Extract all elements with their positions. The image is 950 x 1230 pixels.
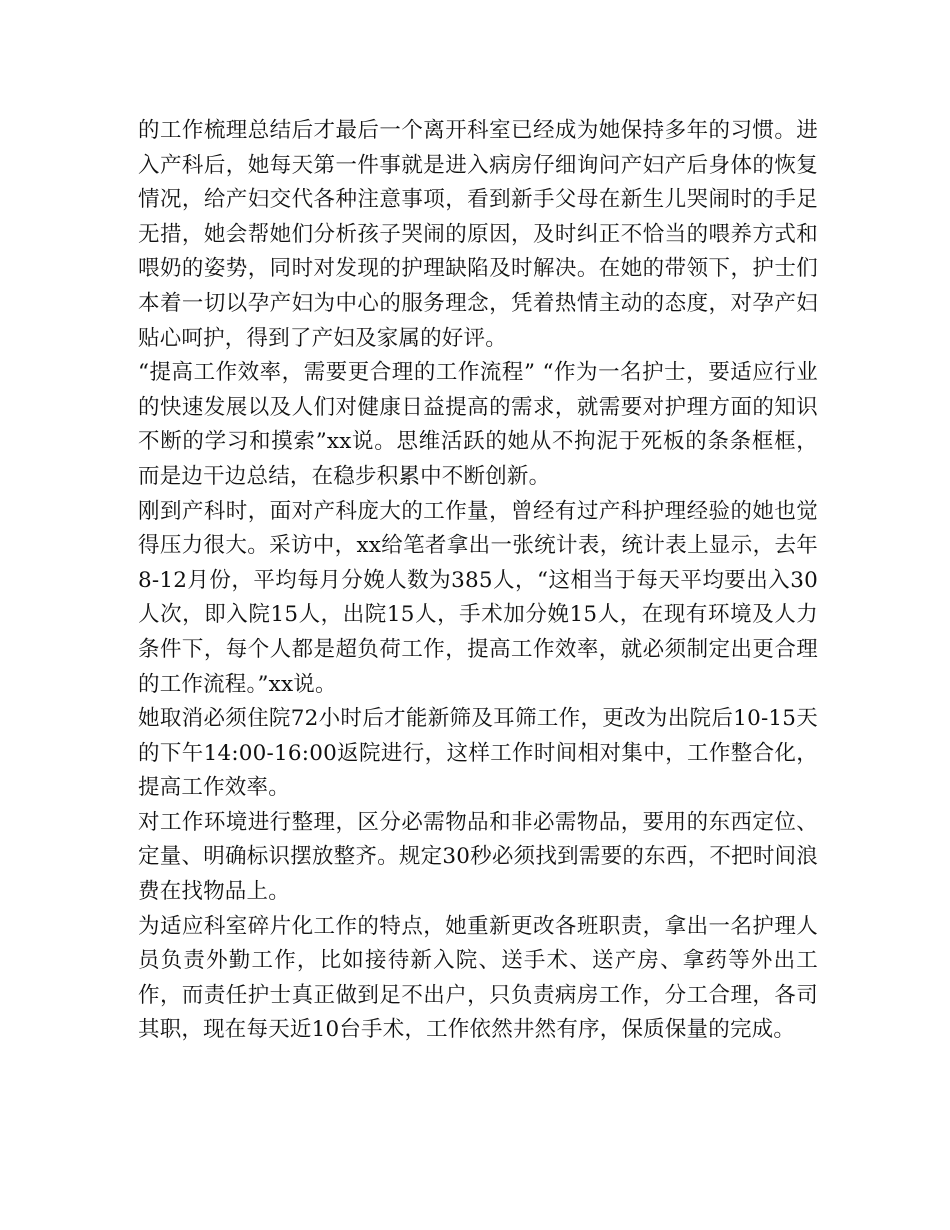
paragraph-2: “提高工作效率，需要更合理的工作流程” “作为一名护士，要适应行业的快速发展以及人们对健康日益提高的需求，就需要对护理方面的知识不断的学习和摸索”xx说。思维活跃的她从不拘泥于死板的条条框框，而是边干边总结，在稳步积累中不断创新。	[138, 360, 818, 489]
paragraph-6: 为适应科室碎片化工作的特点，她重新更改各班职责，拿出一名护理人员负责外勤工作，比如接待新入院、送手术、送产房、拿药等外出工作，而责任护士真正做到足不出户，只负责病房工作，分工合理，各司其职，现在每天近10台手术，工作依然井然有序，保质保量的完成。	[138, 913, 818, 1043]
paragraph-1: 的工作梳理总结后才最后一个离开科室已经成为她保持多年的习惯。进入产科后，她每天第一件事就是进入病房仔细询问产妇产后身体的恢复情况，给产妇交代各种注意事项，看到新手父母在新生儿哭闹时的手足无措，她会帮她们分析孩子哭闹的原因，及时纠正不恰当的喂养方式和喂奶的姿势，同时对发现的护理缺陷及时解决。在她的带领下，护士们本着一切以孕产妇为中心的服务理念，凭着热情主动的态度，对孕产妇贴心呵护，得到了产妇及家属的好评。	[138, 118, 818, 351]
document-body	[138, 114, 818, 1048]
paragraph-5: 对工作环境进行整理，区分必需物品和非必需物品，要用的东西定位、定量、明确标识摆放整齐。规定30秒必须找到需要的东西，不把时间浪费在找物品上。	[138, 809, 818, 905]
paragraph-4: 她取消必须住院72小时后才能新筛及耳筛工作，更改为出院后10-15天的下午14:00-16:00返院进行，这样工作时间相对集中，工作整合化，提高工作效率。	[138, 706, 818, 801]
paragraph-3: 刚到产科时，面对产科庞大的工作量，曾经有过产科护理经验的她也觉得压力很大。采访中，xx给笔者拿出一张统计表，统计表上显示，去年8-12月份，平均每月分娩人数为385人，“这相当于每天平均要出入30人次，即入院15人，出院15人，手术加分娩15人，在现有环境及人力条件下，每个人都是超负荷工作，提高工作效率，就必须制定出更合理的工作流程。”xx说。	[138, 498, 818, 697]
